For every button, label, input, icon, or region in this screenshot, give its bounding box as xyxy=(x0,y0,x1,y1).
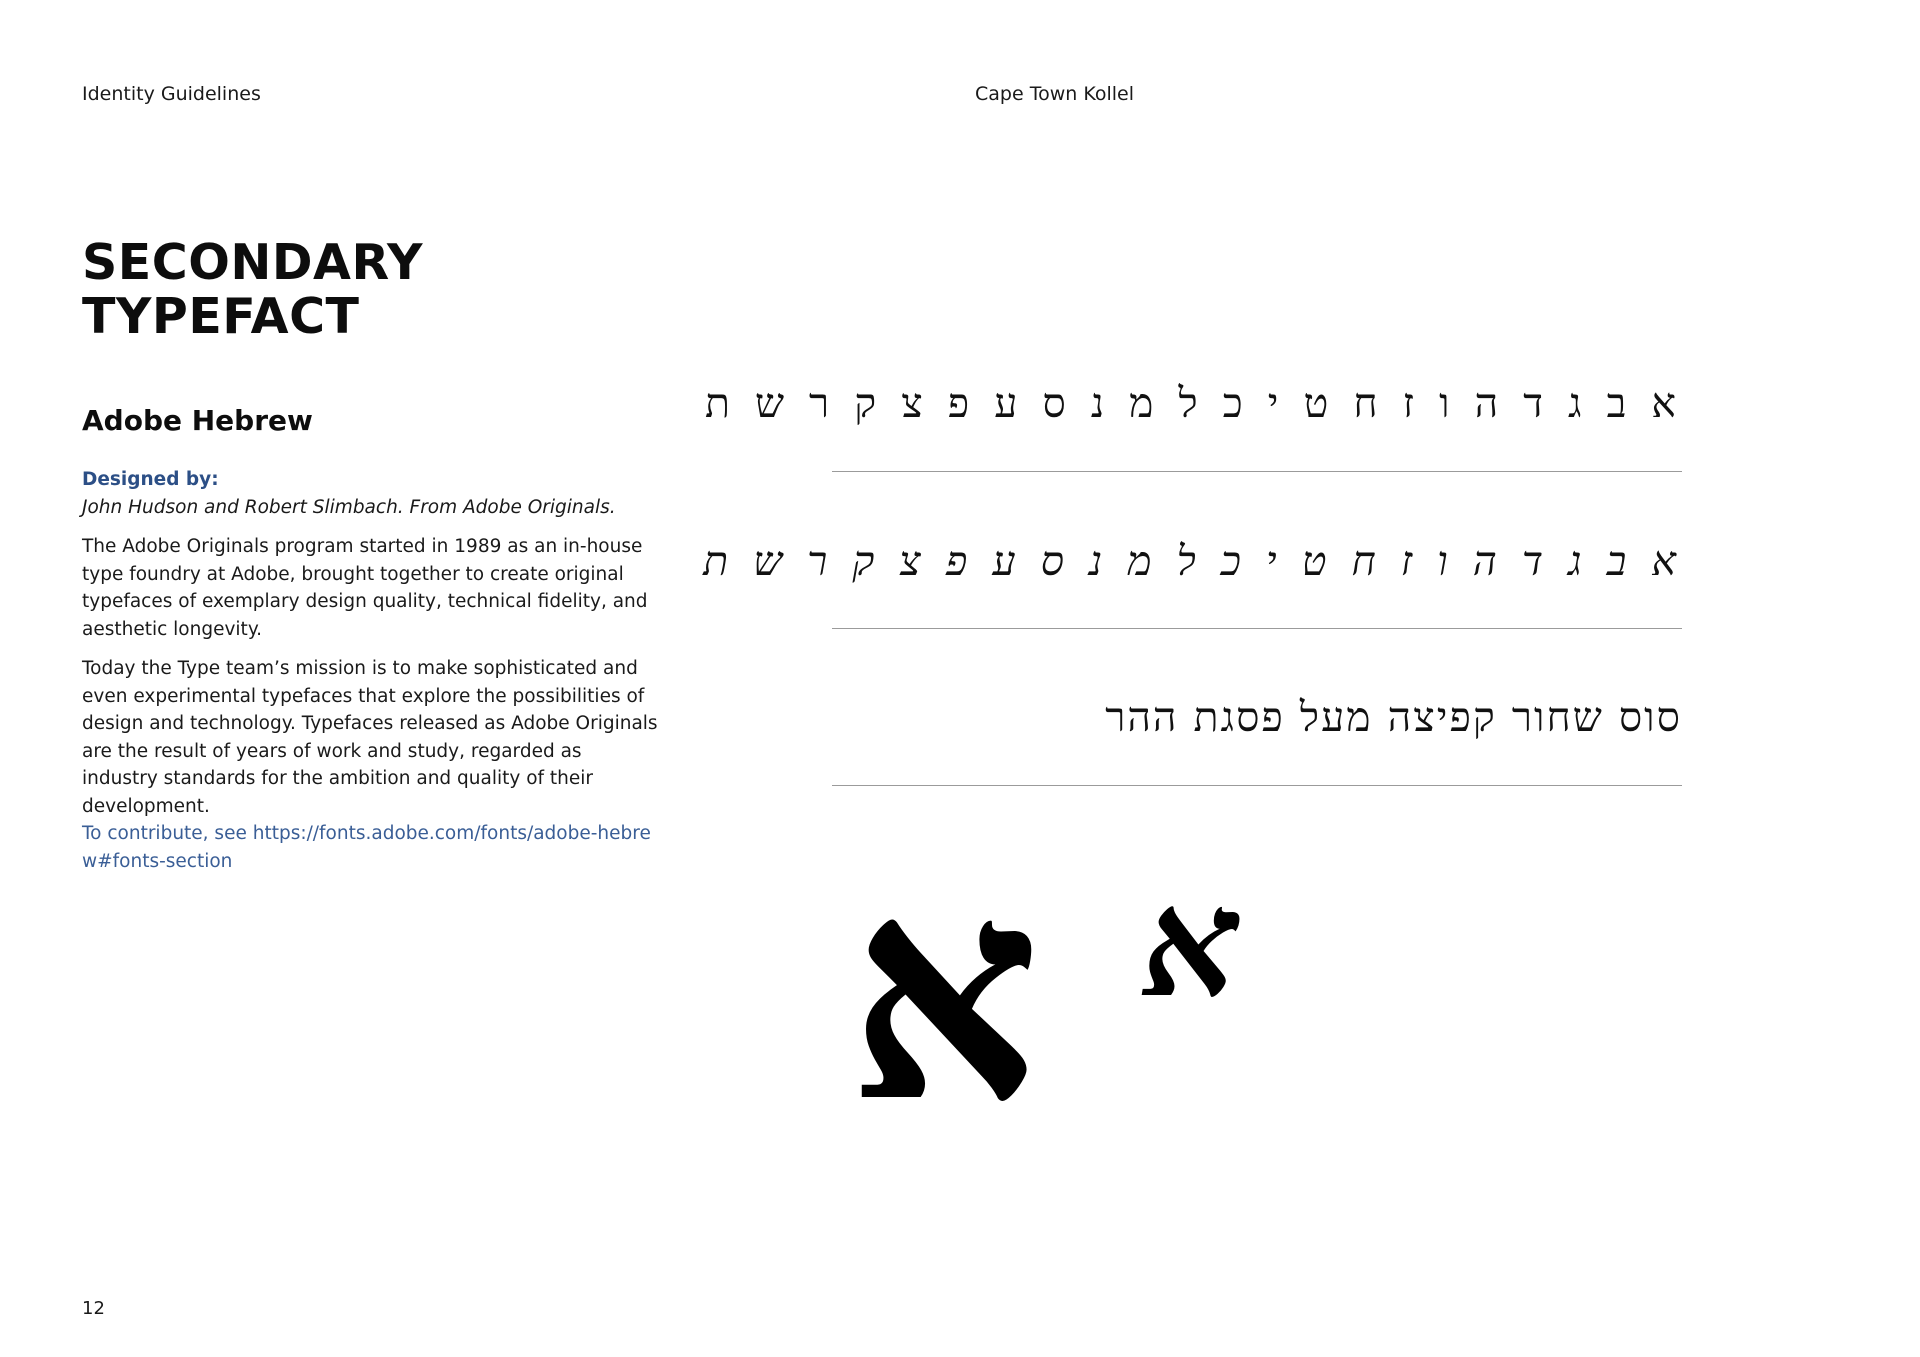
page-title xyxy=(82,236,423,344)
description-column xyxy=(82,466,662,875)
designed-by-label: Designed by: xyxy=(82,469,219,490)
page-title-line-2: TYPEFACT xyxy=(82,288,360,345)
specimen-divider xyxy=(832,785,1682,786)
aleph-glyph-small: א xyxy=(1143,855,1240,1031)
typeface-name: Adobe Hebrew xyxy=(82,404,313,437)
page-number: 12 xyxy=(82,1298,105,1319)
specimen-divider xyxy=(832,628,1682,629)
description-paragraph: The Adobe Originals program started in 1989 as an in-house type foundry at Adobe, brought together to create original typefaces of exemplary design quality, technical fidelity, and aesthetic longevity. xyxy=(82,536,648,640)
running-header-right: Cape Town Kollel xyxy=(975,83,1134,105)
designers-credit: John Hudson and Robert Slimbach. From Adobe Originals. xyxy=(82,496,616,518)
specimen-divider xyxy=(832,471,1682,472)
alphabet-specimen-regular: א ב ג ד ה ו ז ח ט י כ ל מ נ ס ע פ צ ק ר ש ת xyxy=(704,379,1682,427)
page-title-line-1: SECONDARY xyxy=(82,234,424,291)
contribute-link[interactable]: To contribute, see https://fonts.adobe.com/fonts/adobe-hebrew#fonts-section xyxy=(82,823,651,872)
pangram-specimen: סוס שחור קפיצה מעל פסגת ההר xyxy=(1105,693,1682,741)
running-header-left: Identity Guidelines xyxy=(82,83,261,105)
aleph-glyph-large: א xyxy=(848,815,1041,1168)
description-paragraph: Today the Type team’s mission is to make sophisticated and even experimental typefaces that explore the possibilities of design and technology. Typefaces released as Adobe Originals are the result of years of work and study, regarded as industry standards for the ambition and quality of their development. xyxy=(82,658,658,817)
alphabet-specimen-italic: א ב ג ד ה ו ז ח ט י כ ל מ נ ס ע פ צ ק ר ש ת xyxy=(703,537,1682,585)
